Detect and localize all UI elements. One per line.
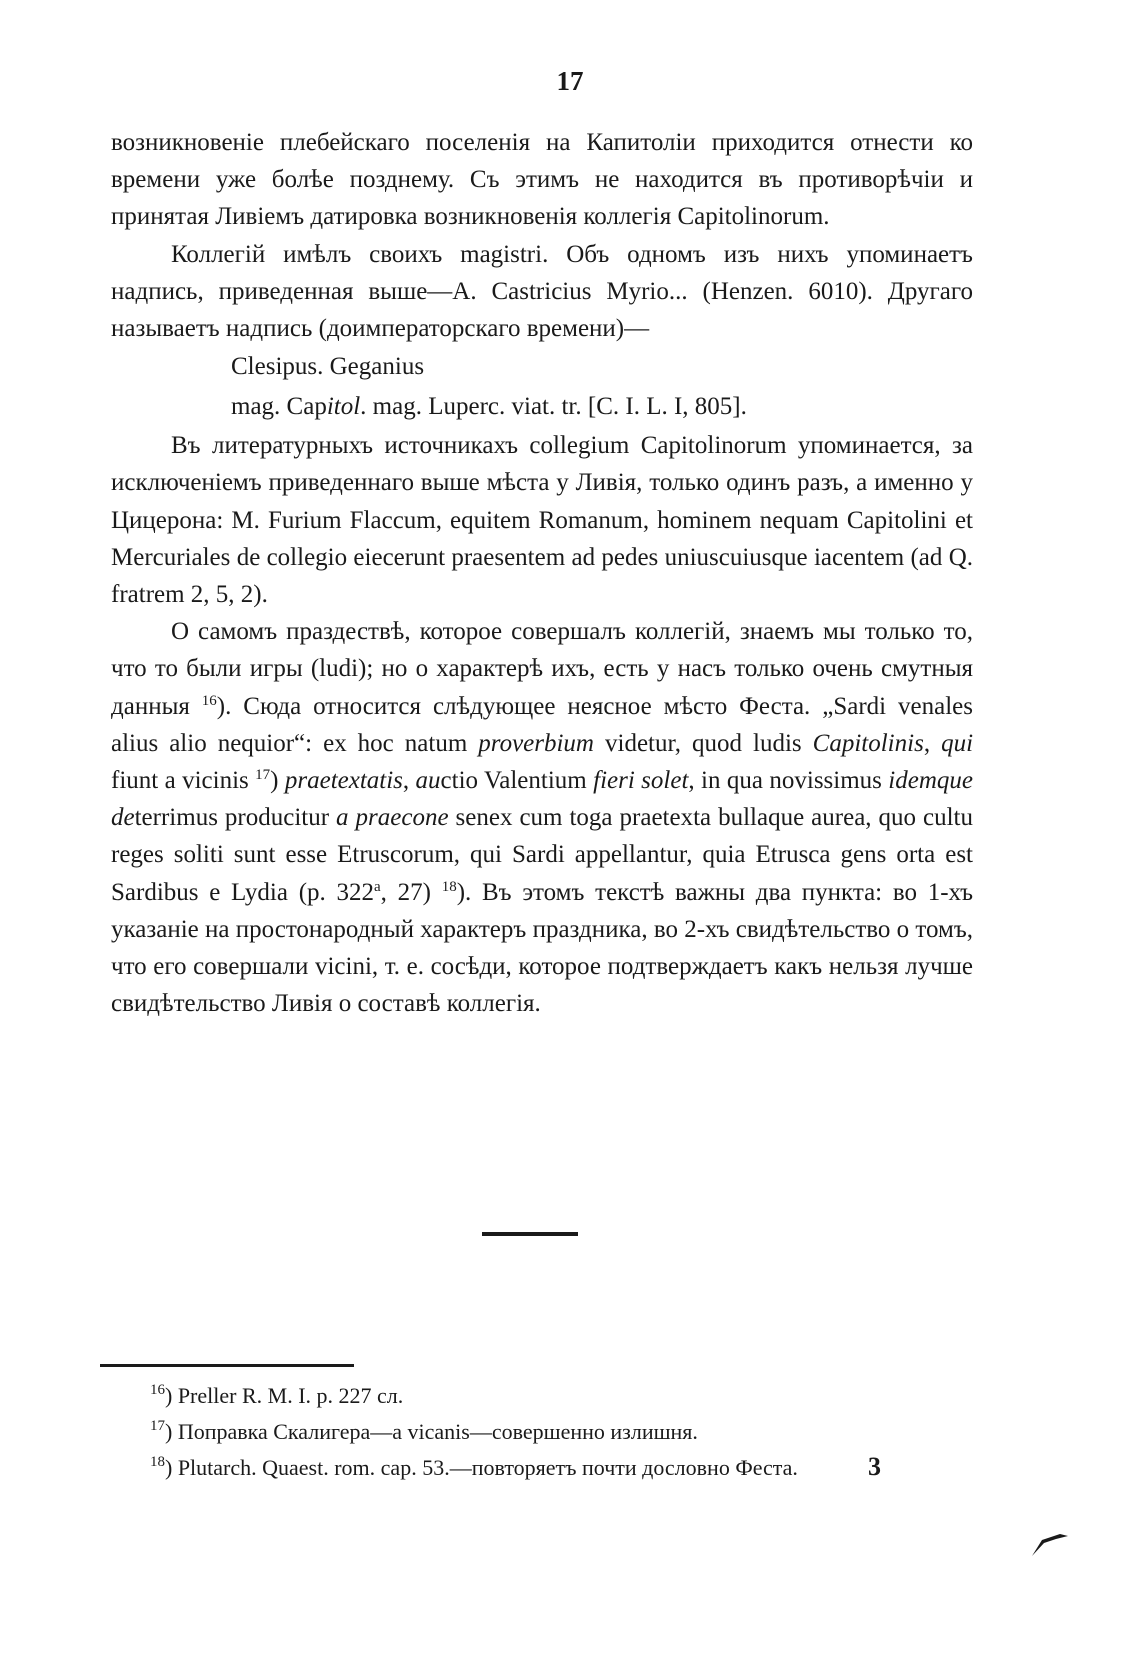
inscription-text: . mag. Luperc. viat. tr. [C. I. L. I, 805].	[360, 393, 747, 421]
superscript-a: a	[374, 878, 381, 895]
text-run: ctio Valentium	[440, 767, 594, 795]
main-text	[111, 124, 973, 1022]
footnote-ref-16[interactable]: 16	[201, 692, 217, 709]
footnote-ref-18[interactable]: 18	[441, 878, 457, 895]
footnote-text: ) Plutarch. Quaest. rom. cap. 53.—повторяетъ почти дословно Феста.	[165, 1455, 798, 1480]
footnotes	[150, 1378, 970, 1486]
footnote-number: 17	[150, 1418, 165, 1434]
inscription-quote	[111, 347, 973, 427]
paragraph-4	[111, 613, 973, 1022]
footnote-18	[150, 1450, 970, 1486]
text-run: fiunt a vicinis	[111, 767, 256, 795]
footnote-number: 18	[150, 1454, 165, 1470]
footnote-ref-17[interactable]: 17	[255, 767, 271, 784]
paragraph-1: возникновеніе плебейскаго поселенія на Капитоліи приходится отнести ко времени уже болѣе позднему. Съ этимъ не находится въ противорѣчіи и принятая Ливіемъ датировка возникновенія коллегія Capitolinorum.	[111, 129, 973, 231]
text-run: videtur, quod ludis	[594, 729, 813, 757]
text-run: terrimus producitur	[134, 804, 337, 832]
text-run: )	[270, 767, 285, 795]
text-run: ,	[923, 729, 942, 757]
inscription-text: mag. Cap	[231, 393, 327, 421]
footnote-number: 16	[150, 1382, 165, 1398]
text-run: senex cum toga praetexta bullaque aurea, quo cultu reges soliti sunt esse Etruscorum, qui Sardi appellantur, quia Etrusca gens orta est Sardibus e Lydia (p. 322	[111, 804, 974, 906]
inscription-line-1: Clesipus. Geganius	[231, 353, 425, 381]
text-run: , in qua novissimus	[688, 767, 889, 795]
text-run: О самомъ праздествѣ, которое совершалъ коллегій, знаемъ мы только то, что то были игры (ludi); но о характерѣ ихъ, есть у насъ только очень смутныя данныя	[111, 618, 973, 720]
text-run: ). Сюда относится слѣдующее неясное мѣсто Феста. „Sardi venales alius alio nequior“: ex hoc natum	[111, 692, 973, 757]
paragraph-2: Коллегій имѣлъ своихъ magistri. Объ одномъ изъ нихъ упоминаетъ надпись, приведенная выше—A. Castricius Myrio... (Henzen. 6010). Другаго называетъ надпись (доимператорскаго времени)—	[111, 240, 973, 343]
section-divider	[482, 1232, 578, 1236]
footnote-16	[150, 1378, 970, 1414]
paragraph-3: Въ литературныхъ источникахъ collegium Capitolinorum упоминается, за исключеніемъ приведеннаго выше мѣста у Ливія, только одинъ разъ, а именно у Цицерона: M. Furium Flaccum, equitem Romanum, hominem nequam Capitolini et Mercuriales de collegio eiecerunt praesentem ad pedes uniuscuiusque iacentem (ad Q. fratrem 2, 5, 2).	[111, 432, 973, 609]
italic-run: idemque de	[111, 767, 973, 832]
italic-run: au	[415, 767, 441, 795]
page-number: 17	[556, 66, 584, 96]
text-run: , 27)	[380, 878, 442, 906]
italic-run: qui	[941, 729, 974, 757]
italic-run: a praecone	[336, 804, 449, 832]
italic-run: fieri solet	[593, 767, 689, 795]
inscription-italic: itol	[326, 393, 361, 421]
text-run: ,	[402, 767, 416, 795]
footnote-divider	[100, 1364, 354, 1367]
footnote-17	[150, 1414, 970, 1450]
text-run: ). Въ этомъ текстѣ важны два пункта: во 1-хъ указаніе на простонародный характеръ праздника, во 2-хъ свидѣтельство о томъ, что его совершали vicini, т. е. сосѣди, которое подтверждаетъ какъ нельзя лучше свидѣтельство Ливія о составѣ коллегія.	[111, 878, 973, 1018]
italic-run: Capitolinis	[812, 729, 924, 757]
inscription-line-2	[231, 387, 973, 427]
ink-mark-icon	[1030, 1530, 1070, 1558]
printer-signature: 3	[868, 1452, 881, 1481]
footnote-text: ) Поправка Скалигера—a vicanis—совершенно излишня.	[165, 1419, 698, 1444]
italic-run: praetextatis	[284, 767, 403, 795]
italic-run: proverbium	[478, 729, 594, 757]
footnote-text: ) Preller R. M. I. p. 227 сл.	[165, 1383, 404, 1408]
